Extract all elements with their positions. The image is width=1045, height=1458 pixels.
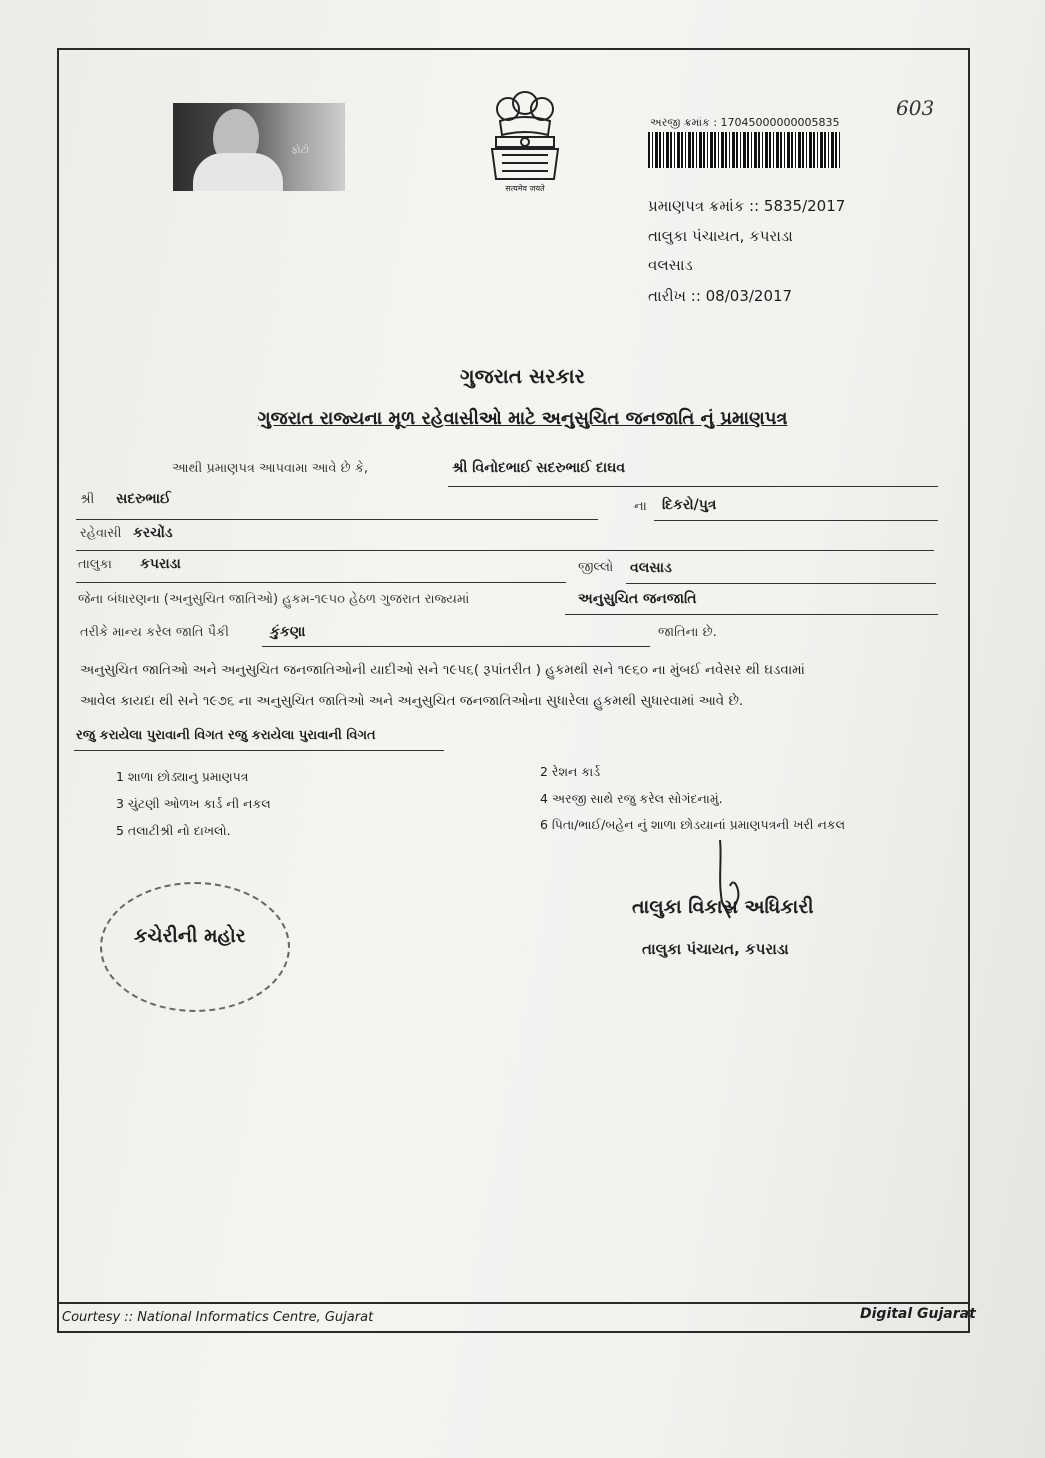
taluka-value: કપરાડા (140, 556, 181, 572)
signatory-title: તાલુકા વિકાસ અધિકારી (632, 896, 814, 918)
government-title: ગુજરાત સરકાર (460, 364, 585, 388)
document-item: 1 શાળા છોડ્યાનુ પ્રમાણપત્ર (116, 769, 249, 784)
relation-label: ના (634, 499, 647, 514)
document-item: 4 અરજી સાથે રજુ કરેલ સોગંદનામું. (540, 791, 723, 806)
document-item: 2 રેશન કાર્ડ (540, 764, 601, 779)
certificate-border (57, 48, 970, 1333)
application-number: અરજી ક્રમાંક : 17045000000005835 (650, 116, 840, 129)
constitution-label: જેના બંધારણના (અનુસુચિત જાતિઓ) હુકમ-૧૯૫૦ હેઠળ ગુજરાત રાજ્યમાં (78, 592, 470, 607)
footer-courtesy: Courtesy :: National Informatics Centre, Gujarat (62, 1310, 374, 1325)
office-seal-text: કચેરીની મહોર (134, 925, 246, 947)
applicant-photo (173, 103, 345, 191)
notice-line-1: અનુસુચિત જાતિઓ અને અનુસુચિત જનજાતિઓની યાદીઓ સને ૧૯૫૬( રૂપાંતરીત ) હુકમથી સને ૧૯૬૦ ના મુંબઈ નવેસર થી ઘડવામાં (80, 662, 805, 678)
national-emblem-icon (482, 83, 568, 195)
office-seal (100, 882, 290, 1012)
documents-title: રજુ કરાયેલા પુરાવાની વિગત રજુ કરાયેલા પુરાવાની વિગત (76, 728, 376, 743)
resident-value: કરચોંડ (133, 525, 173, 541)
barcode (648, 132, 840, 168)
document-item: 6 પિતા/ભાઈ/બહેન નું શાળા છોડયાનાં પ્રમાણપત્રની ખરી નકલ (540, 817, 846, 832)
relation-value: દિકરો/પુત્ર (662, 497, 717, 513)
photo-caption: ફોટો (291, 145, 309, 156)
resident-label: રહેવાસી (80, 526, 122, 541)
issue-date: તારીખ :: 08/03/2017 (648, 287, 793, 305)
emblem-motto: सत्यमेव जयते (505, 184, 545, 193)
signatory-office: તાલુકા પંચાયત, કપરાડા (642, 940, 789, 958)
father-prefix: શ્રી (80, 492, 95, 507)
issuing-office: તાલુકા પંચાયત, કપરાડા (648, 227, 793, 245)
intro-label: આથી પ્રમાણપત્ર આપવામા આવે છે કે, (172, 461, 369, 476)
caste-suffix: જાતિના છે. (658, 625, 717, 640)
district-label: જીલ્લો (578, 560, 614, 575)
footer-brand: Digital Gujarat (860, 1306, 976, 1322)
caste-value: કુંકણા (270, 624, 306, 640)
recognized-label: તરીકે માન્ય કરેલ જાતિ પૈકી (80, 625, 229, 640)
category-value: અનુસુચિત જનજાતિ (578, 591, 697, 607)
handwritten-number: 603 (896, 96, 935, 120)
certificate-number: પ્રમાણપત્ર ક્રમાંક :: 5835/2017 (648, 197, 846, 215)
applicant-name: શ્રી વિનોદભાઈ સદરુભાઈ દાઘવ (452, 460, 626, 476)
document-item: 3 ચુંટણી ઓળખ કાર્ડ ની નકલ (116, 796, 271, 811)
taluka-label: તાલુકા (78, 557, 112, 572)
district-value: વલસાડ (630, 560, 672, 576)
document-item: 5 તલાટીશ્રી નો દાખલો. (116, 823, 231, 838)
certificate-title: ગુજરાત રાજ્યના મૂળ રહેવાસીઓ માટે અનુસુચિત જનજાતિ નું પ્રમાણપત્ર (257, 408, 788, 429)
notice-line-2: આવેલ કાયદા થી સને ૧૯૭૬ ના અનુસુચિત જાતિઓ અને અનુસુચિત જનજાતિઓના સુધારેલા હુકમથી સુધારવામાં આવે છે. (80, 693, 744, 709)
issuing-district: વલસાડ (648, 256, 693, 274)
footer-divider (59, 1302, 968, 1304)
father-name: સદરુભાઈ (116, 491, 171, 507)
